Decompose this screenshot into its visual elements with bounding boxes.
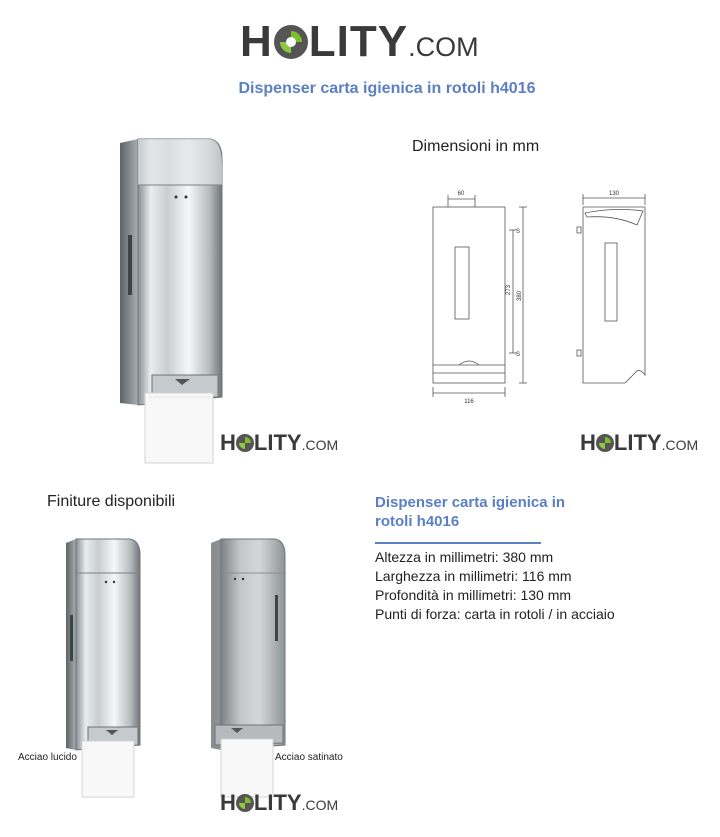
dim-mark-top: S (516, 229, 521, 235)
spec-list (375, 548, 615, 624)
dim-label-depth: 130 (608, 191, 620, 197)
logo-tld: .COM (301, 437, 339, 453)
logo-letter-h: H (220, 430, 236, 455)
logo-circle-icon (236, 434, 254, 452)
spec-depth: Profondità in millimetri: 130 mm (375, 587, 572, 603)
brand-logo-small (580, 430, 698, 456)
dim-label-inner-height: 273 (506, 284, 512, 295)
logo-letters: LITY (308, 17, 409, 66)
description-divider (375, 542, 541, 544)
dim-label-total-height: 380 (517, 290, 523, 301)
dim-label-top-width: 60 (457, 191, 465, 197)
spec-features: Punti di forza: carta in rotoli / in acciaio (375, 606, 615, 622)
logo-tld: .COM (408, 32, 479, 62)
logo-letters: LITY (253, 430, 302, 455)
logo-letters: LITY (253, 790, 302, 815)
page-title: Dispenser carta igienica in rotoli h4016 (238, 80, 536, 97)
finish-caption-polished: Acciao lucido (18, 752, 77, 763)
spec-height: Altezza in millimetri: 380 mm (375, 549, 554, 565)
brand-logo-small (220, 790, 338, 816)
logo-circle-icon (596, 434, 614, 452)
logo-letters: LITY (613, 430, 662, 455)
logo-tld: .COM (661, 437, 699, 453)
dim-label-bottom-width: 116 (464, 399, 474, 405)
logo-circle-icon (236, 794, 254, 812)
logo-circle-icon (274, 25, 308, 59)
finish-caption-satin: Acciao satinato (275, 752, 343, 763)
product-image-main (110, 135, 230, 470)
brand-logo (240, 18, 479, 71)
dimensions-heading: Dimensioni in mm (412, 138, 540, 155)
logo-letter-h: H (220, 790, 236, 815)
description-title: Dispenser carta igienica in rotoli h4016 (375, 494, 566, 530)
spec-width: Larghezza in millimetri: 116 mm (375, 568, 572, 584)
brand-logo-small (220, 430, 338, 456)
finishes-heading: Finiture disponibili (47, 493, 176, 510)
logo-letter-h: H (240, 17, 273, 66)
dim-mark-bottom: S (516, 352, 521, 358)
logo-tld: .COM (301, 797, 339, 813)
technical-drawing (415, 185, 655, 405)
logo-letter-h: H (580, 430, 596, 455)
